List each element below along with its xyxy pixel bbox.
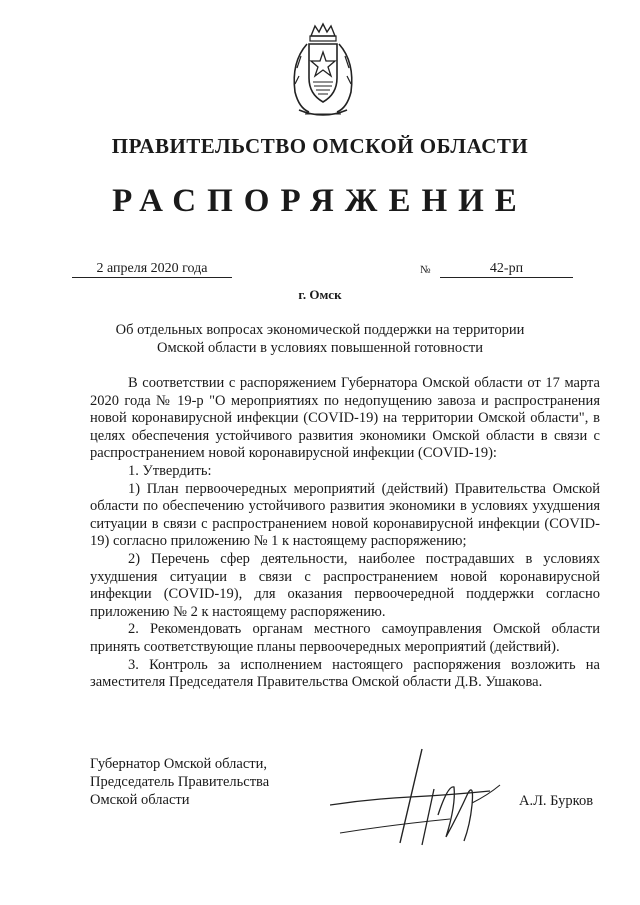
item-1-2: 2) Перечень сфер деятельности, наиболее пострадавших в условиях ухудшения ситуации в связи с распространением новой коронавирусной инфекции (COVID-19), для оказания первоочередной поддержки согласно приложению № 2 к настоящему распоряжению. [90, 550, 600, 620]
organization-title: ПРАВИТЕЛЬСТВО ОМСКОЙ ОБЛАСТИ [111, 134, 529, 158]
subject-line-1: Об отдельных вопросах экономической поддержки на территории [115, 322, 525, 338]
preamble-paragraph: В соответствии с распоряжением Губернатора Омской области от 17 марта 2020 года № 19-р "О мероприятиях по недопущению завоза и распространения новой коронавирусной инфекции (COVID-19) на территории Омской области", в целях обеспечения устойчивого развития экономики Омской области в связи с распространением новой коронавирусной инфекции (COVID-19): [90, 375, 600, 462]
document-city: г. Омск [298, 287, 342, 302]
subject-line-2: Омской области в условиях повышенной готовности [156, 340, 484, 356]
signer-title-line-2: Председатель Правительства [90, 774, 270, 790]
item-2: 2. Рекомендовать органам местного самоуправления Омской области принять соответствующие планы первоочередных мероприятий (действий). [90, 621, 600, 655]
document-subject [90, 321, 550, 357]
document-body [90, 375, 600, 692]
document-type-title: РАСПОРЯЖЕНИЕ [112, 183, 528, 219]
signer-name: А.Л. Бурков [519, 793, 594, 809]
number-label: № [420, 264, 431, 276]
handwritten-signature-icon [330, 745, 515, 850]
signer-title-line-3: Омской области [90, 792, 190, 808]
item-1: 1. Утвердить: [128, 462, 212, 479]
item-1-1: 1) План первоочередных мероприятий (действий) Правительства Омской области по обеспечению устойчивого развития экономики в условиях ухудшения ситуации в связи с распространением новой коронавирусной инфекции (COVID-19) согласно приложению № 1 к настоящему распоряжению; [90, 480, 600, 550]
document-date: 2 апреля 2020 года [72, 261, 232, 278]
signer-title [90, 755, 269, 809]
document-number: 42-рп [440, 261, 573, 278]
coat-of-arms-icon [285, 22, 361, 120]
item-3: 3. Контроль за исполнением настоящего распоряжения возложить на заместителя Председателя Правительства Омской области Д.В. Ушакова. [90, 656, 600, 691]
signer-title-line-1: Губернатор Омской области, [90, 756, 267, 772]
